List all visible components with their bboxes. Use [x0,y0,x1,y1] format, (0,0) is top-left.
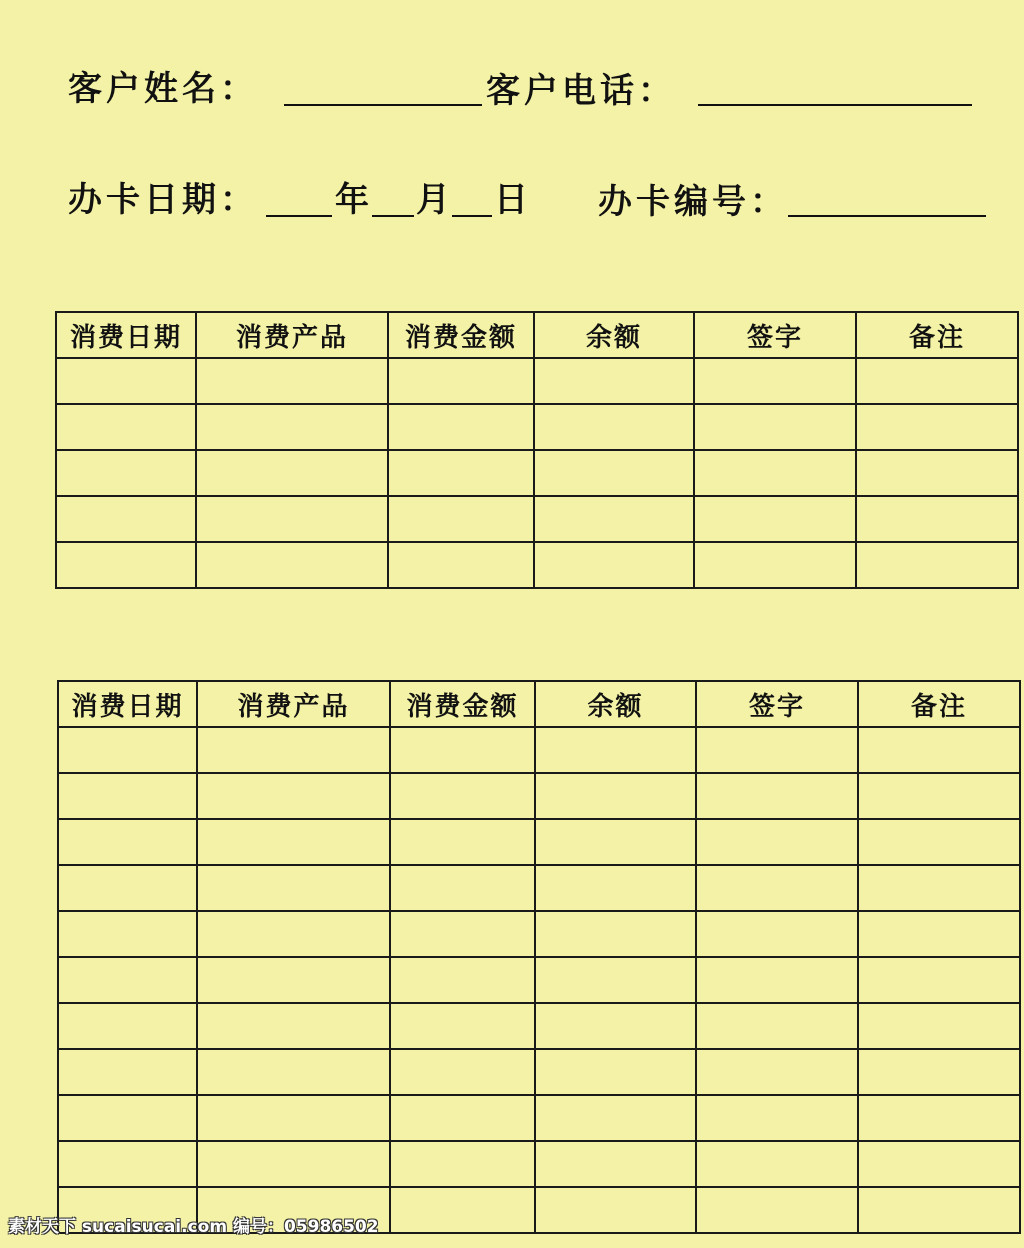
table-cell[interactable] [858,773,1020,819]
table-body [56,358,1018,588]
table-cell[interactable] [696,865,858,911]
table-cell[interactable] [858,727,1020,773]
table-header-row [56,312,1018,358]
table-cell[interactable] [696,1187,858,1233]
table-cell[interactable] [858,1003,1020,1049]
table-cell[interactable] [58,1095,197,1141]
table-cell[interactable] [196,358,388,404]
header-signature: 签字 [694,312,856,358]
table-cell[interactable] [197,1095,390,1141]
table-header-row [58,681,1020,727]
table-cell[interactable] [58,1049,197,1095]
table-cell[interactable] [696,911,858,957]
header-consume-product: 消费产品 [197,681,390,727]
table-cell[interactable] [534,358,694,404]
table-cell[interactable] [858,957,1020,1003]
table-body [58,727,1020,1233]
table-row [58,865,1020,911]
table-cell[interactable] [694,358,856,404]
table-cell[interactable] [696,1141,858,1187]
header-consume-amount: 消费金额 [388,312,534,358]
customer-name-field[interactable] [284,104,482,106]
table-row [58,727,1020,773]
table-cell[interactable] [534,542,694,588]
year-label: 年 [335,180,373,220]
table-cell[interactable] [388,450,534,496]
day-field[interactable] [452,215,492,217]
table-cell[interactable] [535,1003,696,1049]
table-cell[interactable] [535,819,696,865]
table-cell[interactable] [388,404,534,450]
table-cell[interactable] [388,496,534,542]
table-row [56,450,1018,496]
table-cell[interactable] [197,727,390,773]
table-row [58,1003,1020,1049]
table-cell[interactable] [856,542,1018,588]
table-cell[interactable] [856,358,1018,404]
table-cell[interactable] [196,496,388,542]
table-cell[interactable] [196,542,388,588]
table-row [58,819,1020,865]
watermark: 素材天下 sucaisucai.com 编号：05986502 [8,1217,379,1237]
table-cell[interactable] [696,957,858,1003]
header-balance: 余额 [535,681,696,727]
table-cell[interactable] [390,865,535,911]
card-number-label: 办卡编号： [598,182,788,222]
table-cell[interactable] [58,819,197,865]
table-row [58,911,1020,957]
table-cell[interactable] [56,450,196,496]
customer-name-label: 客户姓名： [68,69,258,109]
table-cell[interactable] [197,865,390,911]
table-row [58,1141,1020,1187]
table-cell[interactable] [535,957,696,1003]
table-row [56,496,1018,542]
table-cell[interactable] [696,1049,858,1095]
table-cell[interactable] [196,404,388,450]
table-cell[interactable] [390,1141,535,1187]
customer-phone-label: 客户电话： [486,71,676,111]
table-cell[interactable] [858,1187,1020,1233]
table-cell[interactable] [58,727,197,773]
month-field[interactable] [372,215,414,217]
table-cell[interactable] [535,1141,696,1187]
table-row [58,957,1020,1003]
header-consume-date: 消费日期 [56,312,196,358]
table-cell[interactable] [58,865,197,911]
table-cell[interactable] [58,957,197,1003]
table-cell[interactable] [58,1141,197,1187]
table-cell[interactable] [197,819,390,865]
table-cell[interactable] [696,727,858,773]
table-cell[interactable] [856,450,1018,496]
table-cell[interactable] [56,404,196,450]
table-cell[interactable] [56,542,196,588]
day-label: 日 [494,180,532,220]
consumption-table-2 [57,680,1021,1234]
table-cell[interactable] [390,773,535,819]
table-cell[interactable] [388,358,534,404]
table-cell[interactable] [388,542,534,588]
table-cell[interactable] [197,773,390,819]
table-cell[interactable] [196,450,388,496]
table-row [58,773,1020,819]
table-cell[interactable] [535,865,696,911]
table-cell[interactable] [534,404,694,450]
table-row [56,404,1018,450]
table-row [56,358,1018,404]
table-cell[interactable] [197,911,390,957]
table-cell[interactable] [535,727,696,773]
header-consume-amount: 消费金额 [390,681,535,727]
table-cell[interactable] [390,1095,535,1141]
table-cell[interactable] [56,496,196,542]
table-cell[interactable] [197,957,390,1003]
table-cell[interactable] [694,450,856,496]
table-cell[interactable] [534,450,694,496]
table-cell[interactable] [197,1049,390,1095]
table-cell[interactable] [535,911,696,957]
table-cell[interactable] [197,1141,390,1187]
table-cell[interactable] [390,911,535,957]
header-consume-date: 消费日期 [58,681,197,727]
table-cell[interactable] [390,727,535,773]
table-cell[interactable] [390,1187,535,1233]
table-cell[interactable] [858,1049,1020,1095]
table-cell[interactable] [534,496,694,542]
table-cell[interactable] [390,1049,535,1095]
table-cell[interactable] [858,865,1020,911]
table-cell[interactable] [535,1187,696,1233]
header-consume-product: 消费产品 [196,312,388,358]
header-balance: 余额 [534,312,694,358]
year-field[interactable] [266,215,332,217]
table-cell[interactable] [858,819,1020,865]
table-cell[interactable] [856,404,1018,450]
table-cell[interactable] [858,1095,1020,1141]
table-cell[interactable] [535,1095,696,1141]
table-cell[interactable] [696,819,858,865]
table-row [56,542,1018,588]
table-cell[interactable] [58,1003,197,1049]
table-cell[interactable] [694,496,856,542]
header-signature: 签字 [696,681,858,727]
table-cell[interactable] [694,404,856,450]
table-cell[interactable] [390,957,535,1003]
table-cell[interactable] [197,1003,390,1049]
table-cell[interactable] [696,1003,858,1049]
table-cell[interactable] [696,773,858,819]
table-cell[interactable] [696,1095,858,1141]
table-cell[interactable] [535,773,696,819]
table-cell[interactable] [858,911,1020,957]
table-cell[interactable] [858,1141,1020,1187]
table-cell[interactable] [856,496,1018,542]
customer-phone-field[interactable] [698,104,972,106]
table-cell[interactable] [535,1049,696,1095]
table-cell[interactable] [390,1003,535,1049]
table-cell[interactable] [390,819,535,865]
table-cell[interactable] [58,911,197,957]
table-row [58,1049,1020,1095]
header-remarks: 备注 [858,681,1020,727]
card-date-label: 办卡日期： [68,180,258,220]
table-cell[interactable] [58,773,197,819]
table-cell[interactable] [694,542,856,588]
table-cell[interactable] [56,358,196,404]
card-number-field[interactable] [788,215,986,217]
month-label: 月 [416,180,454,220]
header-remarks: 备注 [856,312,1018,358]
consumption-table-1 [55,311,1019,589]
table-row [58,1095,1020,1141]
